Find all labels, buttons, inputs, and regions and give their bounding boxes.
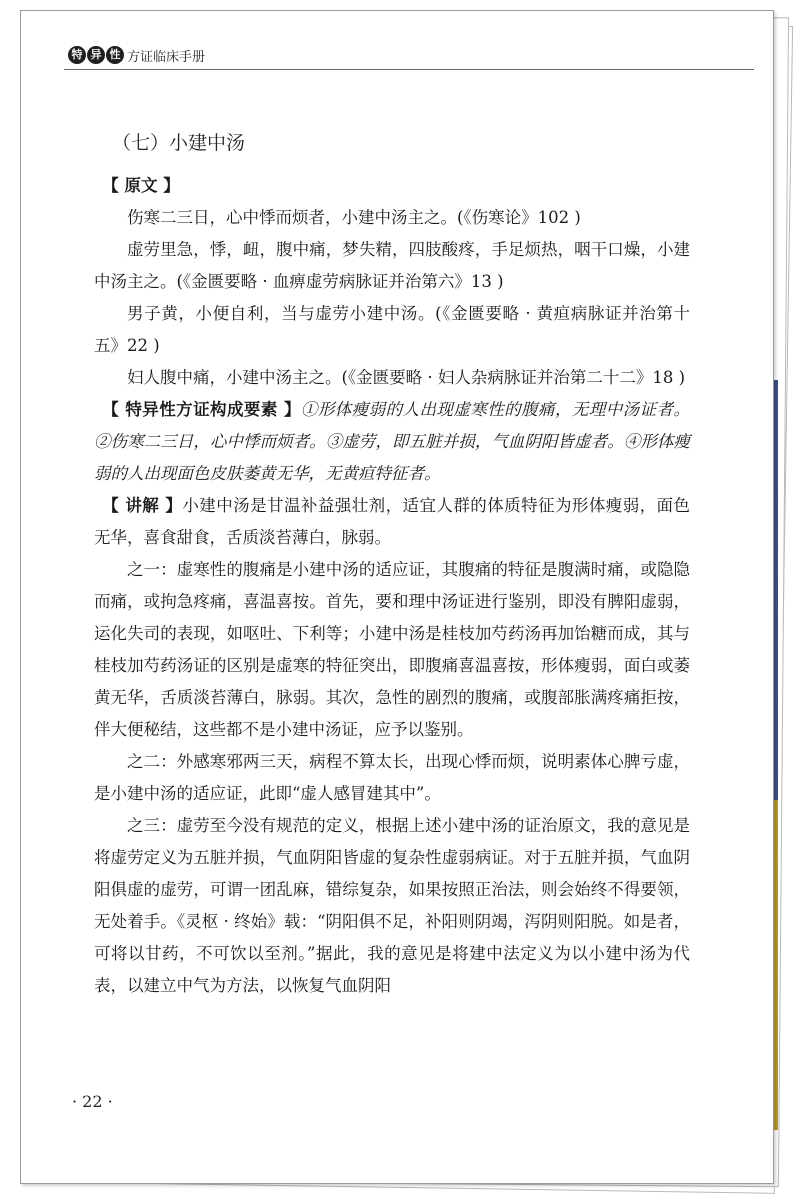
explanation-intro: 小建中汤是甘温补益强壮剂，适宜人群的体质特征为形体瘦弱，面色无华，喜食甜食，舌质淡苔薄白，脉弱。 <box>94 496 690 547</box>
page-number: · 22 · <box>72 1092 113 1111</box>
original-text-label: 【 原文 】 <box>102 176 180 195</box>
explanation-paragraph-1: 之一：虚寒性的腹痛是小建中汤的适应证，其腹痛的特征是腹满时痛，或隐隐而痛，或拘急疼痛，喜温喜按。首先，要和理中汤证进行鉴别，即没有脾阳虚弱，运化失司的表现，如呕吐、下利等；小建中汤是桂枝加芍药汤再加饴糖而成，其与桂枝加芍药汤证的区别是虚寒的特征突出，即腹痛喜温喜按，形体瘦弱，面白或萎黄无华，舌质淡苔薄白，脉弱。其次，急性的剧烈的腹痛，或腹部胀满疼痛拒按，伴大便秘结，这些都不是小建中汤证，应予以鉴别。 <box>94 560 690 739</box>
section-title: （七）小建中汤 <box>112 132 246 154</box>
original-paragraph-2: 虚劳里急，悸，衄，腹中痛，梦失精，四肢酸疼，手足烦热，咽干口燥，小建中汤主之。(《金匮要略 · 血痹虚劳病脉证并治第六》13 ) <box>94 240 690 291</box>
explanation-intro-paragraph <box>94 490 690 554</box>
running-head <box>68 44 205 66</box>
original-paragraph-3: 男子黄，小便自利，当与虚劳小建中汤。(《金匮要略 · 黄疸病脉证并治第十五》22 ) <box>94 304 690 355</box>
page-content <box>94 170 690 1002</box>
running-head-title: 方证临床手册 <box>127 49 206 65</box>
original-paragraph-4: 妇人腹中痛，小建中汤主之。(《金匮要略 · 妇人杂病脉证并治第二十二》18 ) <box>127 368 686 387</box>
elements-paragraph <box>94 394 690 490</box>
original-paragraph-1: 伤寒二三日，心中悸而烦者，小建中汤主之。(《伤寒论》102 ) <box>127 208 581 227</box>
elements-text: ①形体瘦弱的人出现虚寒性的腹痛，无理中汤证者。②伤寒二三日，心中悸而烦者。③虚劳，即五脏并损，气血阴阳皆虚者。④形体瘦弱的人出现面色皮肤萎黄无华，无黄疸特征者。 <box>94 400 690 483</box>
elements-label: 【 特异性方证构成要素 】 <box>102 400 301 419</box>
running-head-char-2: 异 <box>87 46 105 64</box>
header-rule <box>64 69 754 70</box>
explanation-paragraph-3: 之三：虚劳至今没有规范的定义，根据上述小建中汤的证治原文，我的意见是将虚劳定义为五脏并损，气血阴阳皆虚的复杂性虚弱病证。对于五脏并损，气血阴阳俱虚的虚劳，可谓一团乱麻，错综复杂，如果按照正治法，则会始终不得要领，无处着手。《灵枢 · 终始》载：“阴阳俱不足，补阳则阴竭，泻阴则阳脱。如是者，可将以甘药，不可饮以至剂。”据此，我的意见是将建中法定义为以小建中汤为代表，以建立中气为方法，以恢复气血阴阳 <box>94 816 690 995</box>
explanation-label: 【 讲解 】 <box>102 496 183 515</box>
running-head-char-1: 特 <box>68 46 86 64</box>
explanation-paragraph-2: 之二：外感寒邪两三天，病程不算太长，出现心悸而烦，说明素体心脾亏虚，是小建中汤的适应证，此即“虚人感冒建其中”。 <box>94 752 690 803</box>
running-head-char-3: 性 <box>106 46 124 64</box>
